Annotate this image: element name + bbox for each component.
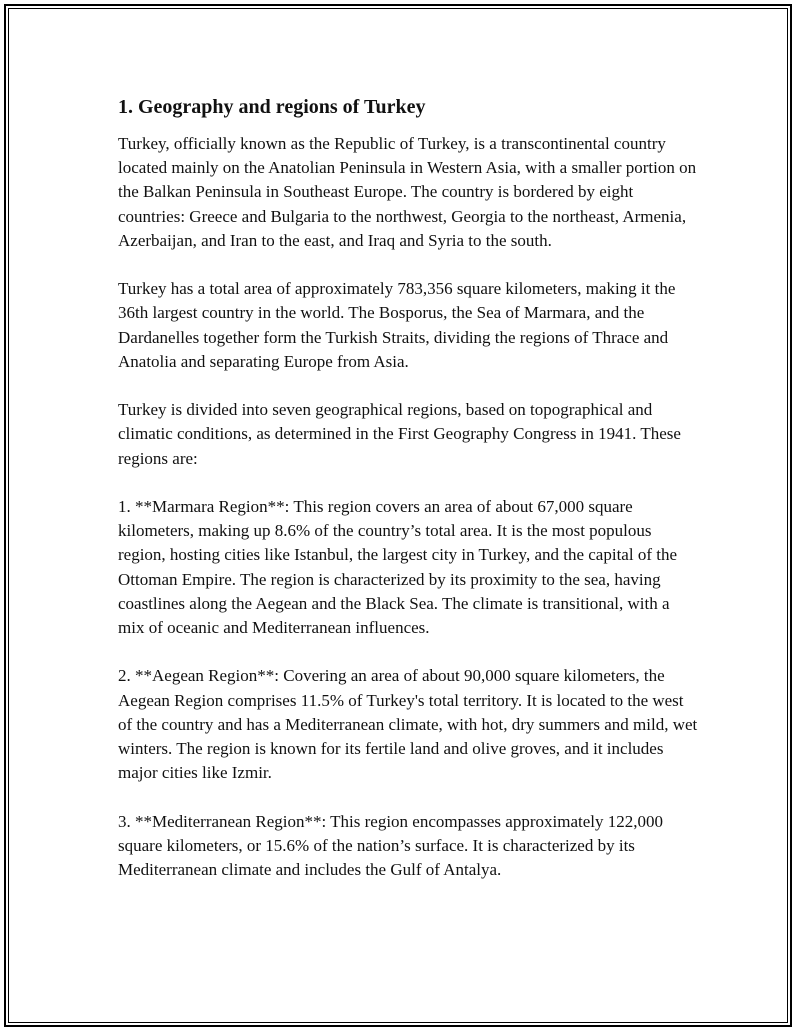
paragraph-regions-intro: Turkey is divided into seven geographical regions, based on topographical and climatic conditions, as determined in the First Geography Congress in 1941. These regions are:: [118, 400, 681, 468]
paragraph-area: Turkey has a total area of approximately 783,356 square kilometers, making it the 36th largest country in the world. The Bosporus, the Sea of Marmara, and the Dardanelles together form the Turkish Straits, dividing the regions of Thrace and Anatolia and separating Europe from Asia.: [118, 279, 676, 371]
paragraph-overview: Turkey, officially known as the Republic of Turkey, is a transcontinental country located mainly on the Anatolian Peninsula in Western Asia, with a smaller portion on the Balkan Peninsula in Southeast Europe. The country is bordered by eight countries: Greece and Bulgaria to the northwest, Georgia to the northeast, Armenia, Azerbaijan, and Iran to the east, and Iraq and Syria to the south.: [118, 134, 697, 250]
paragraph-mediterranean-region: 3. **Mediterranean Region**: This region encompasses approximately 122,000 square kilometers, or 15.6% of the nation’s surface. It is characterized by its Mediterranean climate and includes the Gulf of Antalya.: [118, 811, 663, 880]
paragraph-aegean-region: 2. **Aegean Region**: Covering an area of about 90,000 square kilometers, the Aegean Region comprises 11.5% of Turkey's total territory. It is located to the west of the country and has a Mediterranean climate, with hot, dry summers and mild, wet winters. The region is known for its fertile land and olive groves, and it includes major cities like Izmir.: [118, 666, 698, 783]
section-heading: 1. Geography and regions of Turkey: [118, 96, 426, 118]
paragraph-marmara-region: 1. **Marmara Region**: This region covers an area of about 67,000 square kilometers, making up 8.6% of the country’s total area. It is the most populous region, hosting cities like Istanbul, the largest city in Turkey, and the capital of the Ottoman Empire. The region is characterized by its proximity to the sea, having coastlines along the Aegean and the Black Sea. The climate is transitional, with a mix of oceanic and Mediterranean influences.: [118, 497, 677, 638]
document-body: [118, 94, 698, 906]
